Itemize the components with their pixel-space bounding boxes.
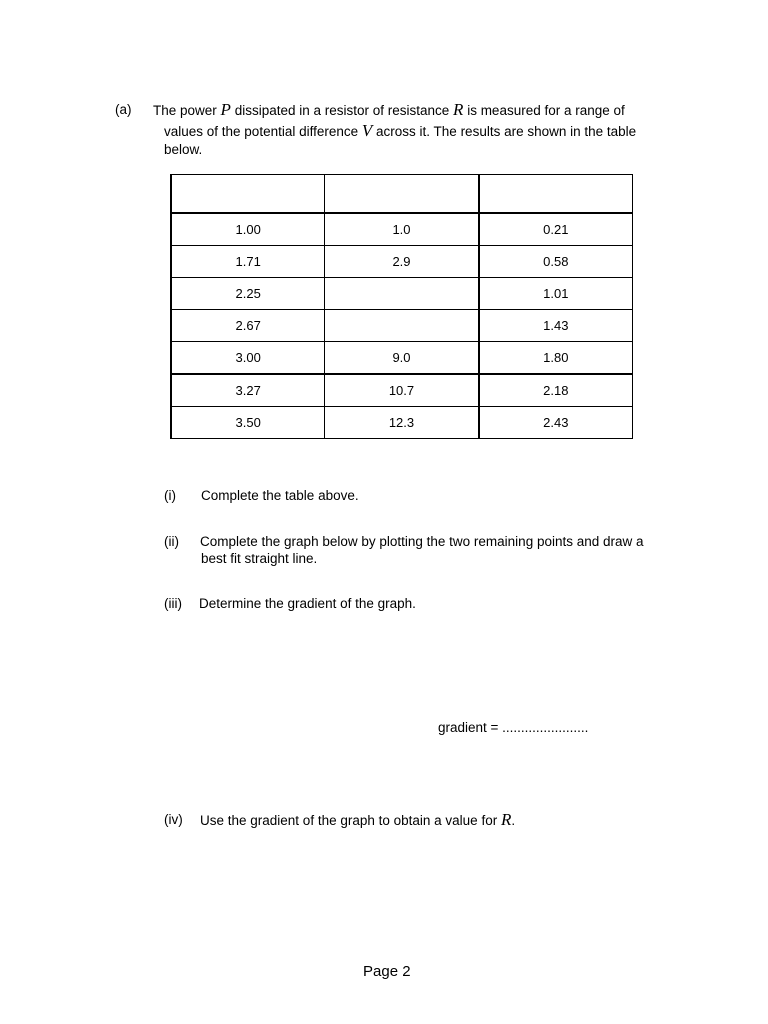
question-intro-line2 xyxy=(164,122,636,141)
intro-text-3: is measured for a range of xyxy=(463,103,625,118)
table-cell: 2.18 xyxy=(479,374,633,407)
subquestion-text-iv-post: . xyxy=(511,813,516,828)
table-cell: 3.50 xyxy=(171,407,325,439)
subquestion-text-iv-pre: Use the gradient of the graph to obtain a value for xyxy=(200,813,501,828)
table-cell: 9.0 xyxy=(325,342,479,375)
subquestion-label-i: (i) xyxy=(164,488,176,503)
subquestion-text-ii-line2: best fit straight line. xyxy=(201,551,318,566)
table-row xyxy=(171,342,633,375)
table-cell: 10.7 xyxy=(325,374,479,407)
var-resistance: R xyxy=(500,810,512,829)
table-cell: 1.71 xyxy=(171,246,325,278)
table-cell: 3.27 xyxy=(171,374,325,407)
table-cell: 12.3 xyxy=(325,407,479,439)
var-power: P xyxy=(220,100,231,119)
table-row xyxy=(171,246,633,278)
subquestion-text-iv xyxy=(200,811,515,830)
table-cell: 1.00 xyxy=(171,213,325,246)
table-cell: 3.00 xyxy=(171,342,325,375)
table-cell-blank[interactable] xyxy=(325,278,479,310)
table-cell: 2.43 xyxy=(479,407,633,439)
table-cell-blank[interactable] xyxy=(325,310,479,342)
intro-text-5: across it. The results are shown in the table xyxy=(372,124,637,139)
table-cell: 1.01 xyxy=(479,278,633,310)
var-resistance: R xyxy=(453,100,464,119)
table-header-cell[interactable] xyxy=(171,175,325,214)
intro-text-4: values of the potential difference xyxy=(164,124,362,139)
table-cell: 0.21 xyxy=(479,213,633,246)
question-intro-line1 xyxy=(153,101,625,120)
gradient-answer-line[interactable]: gradient = ....................... xyxy=(438,720,589,735)
subquestion-text-i: Complete the table above. xyxy=(201,488,359,503)
subquestion-text-ii-line1: Complete the graph below by plotting the two remaining points and draw a xyxy=(200,534,644,549)
var-voltage: V xyxy=(361,121,373,140)
table-cell: 1.80 xyxy=(479,342,633,375)
table-header-cell[interactable] xyxy=(325,175,479,214)
question-label: (a) xyxy=(115,102,132,117)
subquestion-label-ii: (ii) xyxy=(164,534,179,549)
table-cell: 2.25 xyxy=(171,278,325,310)
subquestion-text-iii: Determine the gradient of the graph. xyxy=(199,596,416,611)
table-row xyxy=(171,278,633,310)
intro-text-1: The power xyxy=(153,103,221,118)
table-cell: 2.67 xyxy=(171,310,325,342)
table-cell: 1.43 xyxy=(479,310,633,342)
question-intro-line3: below. xyxy=(164,142,203,157)
table-row xyxy=(171,213,633,246)
table-cell: 2.9 xyxy=(325,246,479,278)
intro-text-2: dissipated in a resistor of resistance xyxy=(230,103,454,118)
table-cell: 1.0 xyxy=(325,213,479,246)
table-row xyxy=(171,374,633,407)
subquestion-label-iii: (iii) xyxy=(164,596,182,611)
table-header-cell[interactable] xyxy=(479,175,633,214)
table-row xyxy=(171,310,633,342)
subquestion-label-iv: (iv) xyxy=(164,812,183,827)
table-header-row xyxy=(171,175,633,214)
table-row xyxy=(171,407,633,439)
table-cell: 0.58 xyxy=(479,246,633,278)
results-table xyxy=(170,174,633,439)
page-number: Page 2 xyxy=(363,963,411,980)
